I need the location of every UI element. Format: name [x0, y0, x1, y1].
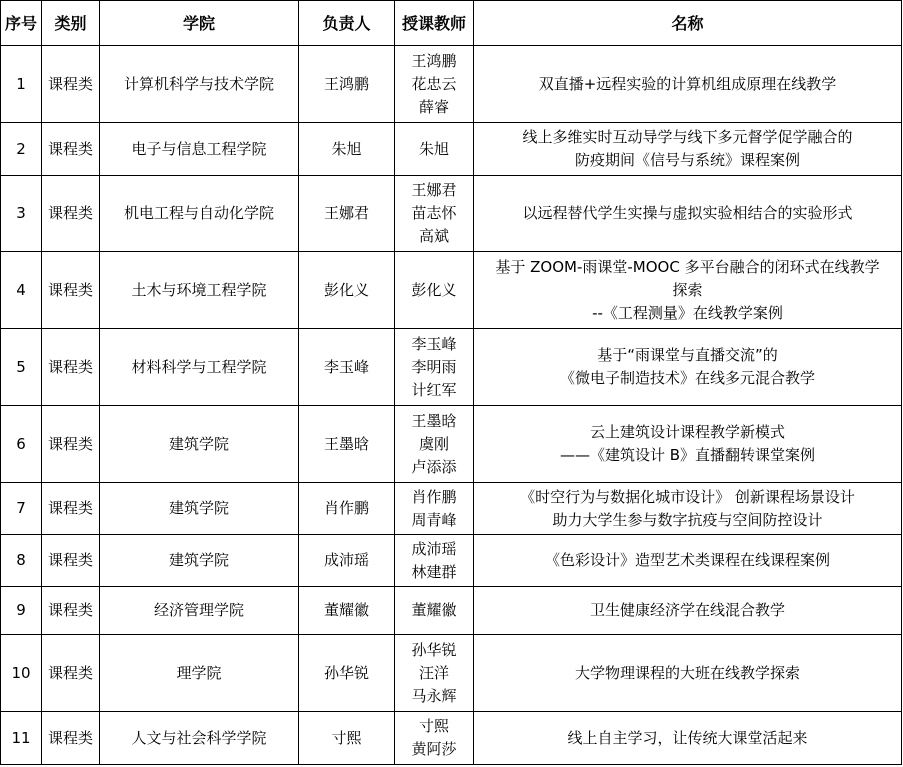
table-row: [1, 635, 902, 712]
cell-teachers-line: 计红军: [411, 380, 457, 399]
cell-head: 董耀徽: [299, 587, 395, 635]
cell-teachers: [395, 252, 474, 329]
cell-teachers-line: 王墨晗: [411, 411, 457, 430]
cell-category: 课程类: [42, 329, 100, 406]
cell-no: 5: [1, 329, 42, 406]
cell-name-line: 助力大学生参与数字抗疫与空间防控设计: [552, 510, 823, 529]
cell-category: 课程类: [42, 406, 100, 483]
cell-name: [474, 176, 902, 252]
cell-name-line: 云上建筑设计课程教学新模式: [589, 423, 785, 441]
cell-teachers-line: 苗志怀: [411, 204, 457, 222]
cell-college: 土木与环境工程学院: [100, 252, 299, 329]
cell-teachers-line: 王鸿鹏: [411, 51, 457, 70]
cell-no: 8: [1, 535, 42, 587]
cell-teachers-line: 肖作鹏: [411, 487, 457, 506]
cell-name-line: 线上多维实时互动导学与线下多元督学促学融合的: [522, 128, 853, 146]
cell-name: [474, 406, 902, 483]
cell-teachers: [395, 483, 474, 535]
cell-teachers: [395, 329, 474, 406]
cell-category: 课程类: [42, 535, 100, 587]
cell-name-line: ——《建筑设计 B》直播翻转课堂案例: [559, 446, 816, 464]
cell-name-line: 双直播+远程实验的计算机组成原理在线教学: [538, 74, 837, 93]
cell-teachers-line: 马永辉: [411, 686, 457, 705]
cell-head: 寸熙: [299, 712, 395, 765]
cell-category: 课程类: [42, 123, 100, 176]
cell-no: 4: [1, 252, 42, 329]
cell-teachers: [395, 635, 474, 712]
cell-teachers-line: 卢添添: [411, 457, 457, 476]
cell-name-line: 大学物理课程的大班在线教学探索: [574, 663, 800, 682]
cell-head: 王鸿鹏: [299, 46, 395, 123]
cell-no: 6: [1, 406, 42, 483]
header-teachers: 授课教师: [395, 1, 474, 46]
cell-name: [474, 587, 902, 635]
cell-category: 课程类: [42, 712, 100, 765]
table-row: [1, 46, 902, 123]
cell-teachers: [395, 406, 474, 483]
cell-head: 王娜君: [299, 176, 395, 252]
cell-name: [474, 329, 902, 406]
cell-name-line: 基于“雨课堂与直播交流”的: [597, 346, 778, 364]
cell-name-line: 卫生健康经济学在线混合教学: [589, 601, 785, 619]
cell-teachers: [395, 712, 474, 765]
cell-no: 2: [1, 123, 42, 176]
cell-teachers-line: 王娜君: [411, 181, 457, 199]
table-row: [1, 252, 902, 329]
cell-name-line: 《时空行为与数据化城市设计》 创新课程场景设计: [520, 487, 855, 506]
cell-teachers-line: 薛睿: [418, 97, 449, 116]
cell-name: [474, 123, 902, 176]
cell-teachers: [395, 46, 474, 123]
cell-name-line: 防疫期间《信号与系统》课程案例: [574, 151, 800, 169]
cell-name: [474, 252, 902, 329]
cell-category: 课程类: [42, 46, 100, 123]
cell-college: 建筑学院: [100, 483, 299, 535]
cell-name-line: 《微电子制造技术》在线多元混合教学: [559, 369, 815, 387]
cell-teachers: [395, 123, 474, 176]
cell-college: 经济管理学院: [100, 587, 299, 635]
cell-teachers-line: 孙华锐: [411, 640, 457, 659]
cell-head: 朱旭: [299, 123, 395, 176]
cell-no: 1: [1, 46, 42, 123]
cell-head: 肖作鹏: [299, 483, 395, 535]
cell-teachers-line: 林建群: [411, 562, 457, 581]
cell-teachers: [395, 587, 474, 635]
header-row: [1, 1, 902, 46]
cell-teachers-line: 李玉峰: [411, 334, 457, 353]
cell-name: [474, 46, 902, 123]
cell-category: 课程类: [42, 635, 100, 712]
cell-teachers-line: 汪洋: [418, 663, 449, 682]
cell-teachers-line: 彭化义: [411, 280, 457, 299]
cell-college: 计算机科学与技术学院: [100, 46, 299, 123]
cell-no: 7: [1, 483, 42, 535]
header-no: 序号: [1, 1, 42, 46]
cell-name-line: 《色彩设计》造型艺术类课程在线课程案例: [544, 551, 830, 569]
cell-teachers-line: 董耀徽: [411, 601, 457, 619]
cell-name: [474, 483, 902, 535]
cell-college: 机电工程与自动化学院: [100, 176, 299, 252]
header-head: 负责人: [299, 1, 395, 46]
table-row: [1, 483, 902, 535]
cell-no: 9: [1, 587, 42, 635]
cell-college: 材料科学与工程学院: [100, 329, 299, 406]
cell-teachers-line: 花忠云: [411, 74, 457, 93]
cell-teachers-line: 高斌: [418, 227, 449, 245]
cell-name-line: --《工程测量》在线教学案例: [592, 303, 783, 322]
cell-college: 人文与社会科学学院: [100, 712, 299, 765]
cell-college: 建筑学院: [100, 535, 299, 587]
cell-college: 理学院: [100, 635, 299, 712]
cell-teachers: [395, 535, 474, 587]
table-row: [1, 587, 902, 635]
cell-teachers-line: 朱旭: [418, 139, 449, 158]
cell-name-line: 基于 ZOOM-雨课堂-MOOC 多平台融合的闭环式在线教学: [495, 257, 880, 276]
cell-teachers-line: 周青峰: [411, 510, 457, 529]
cell-category: 课程类: [42, 252, 100, 329]
cell-college: 电子与信息工程学院: [100, 123, 299, 176]
cell-head: 王墨晗: [299, 406, 395, 483]
table-row: [1, 123, 902, 176]
cell-name-line: 以远程替代学生实操与虚拟实验相结合的实验形式: [522, 204, 853, 222]
cell-name: [474, 535, 902, 587]
cell-teachers-line: 成沛瑶: [411, 539, 457, 558]
cell-name: [474, 712, 902, 765]
cell-head: 孙华锐: [299, 635, 395, 712]
cell-teachers-line: 寸熙: [418, 717, 449, 735]
table-row: [1, 712, 902, 765]
cell-name-line: 线上自主学习，让传统大课堂活起来: [567, 728, 808, 747]
cell-college: 建筑学院: [100, 406, 299, 483]
cell-category: 课程类: [42, 176, 100, 252]
cell-teachers: [395, 176, 474, 252]
cell-name: [474, 635, 902, 712]
cell-head: 彭化义: [299, 252, 395, 329]
header-college: 学院: [100, 1, 299, 46]
table-row: [1, 329, 902, 406]
cell-category: 课程类: [42, 483, 100, 535]
table-row: [1, 406, 902, 483]
header-category: 类别: [42, 1, 100, 46]
cell-teachers-line: 李明雨: [411, 357, 457, 376]
table-row: [1, 535, 902, 587]
cell-teachers-line: 虞刚: [418, 434, 449, 453]
cell-category: 课程类: [42, 587, 100, 635]
cell-teachers-line: 黄阿莎: [411, 740, 457, 758]
cell-no: 11: [1, 712, 42, 765]
cell-head: 李玉峰: [299, 329, 395, 406]
cell-no: 3: [1, 176, 42, 252]
cell-head: 成沛瑶: [299, 535, 395, 587]
cell-no: 10: [1, 635, 42, 712]
table-row: [1, 176, 902, 252]
header-name: 名称: [474, 1, 902, 46]
cell-name-line: 探索: [672, 280, 703, 299]
